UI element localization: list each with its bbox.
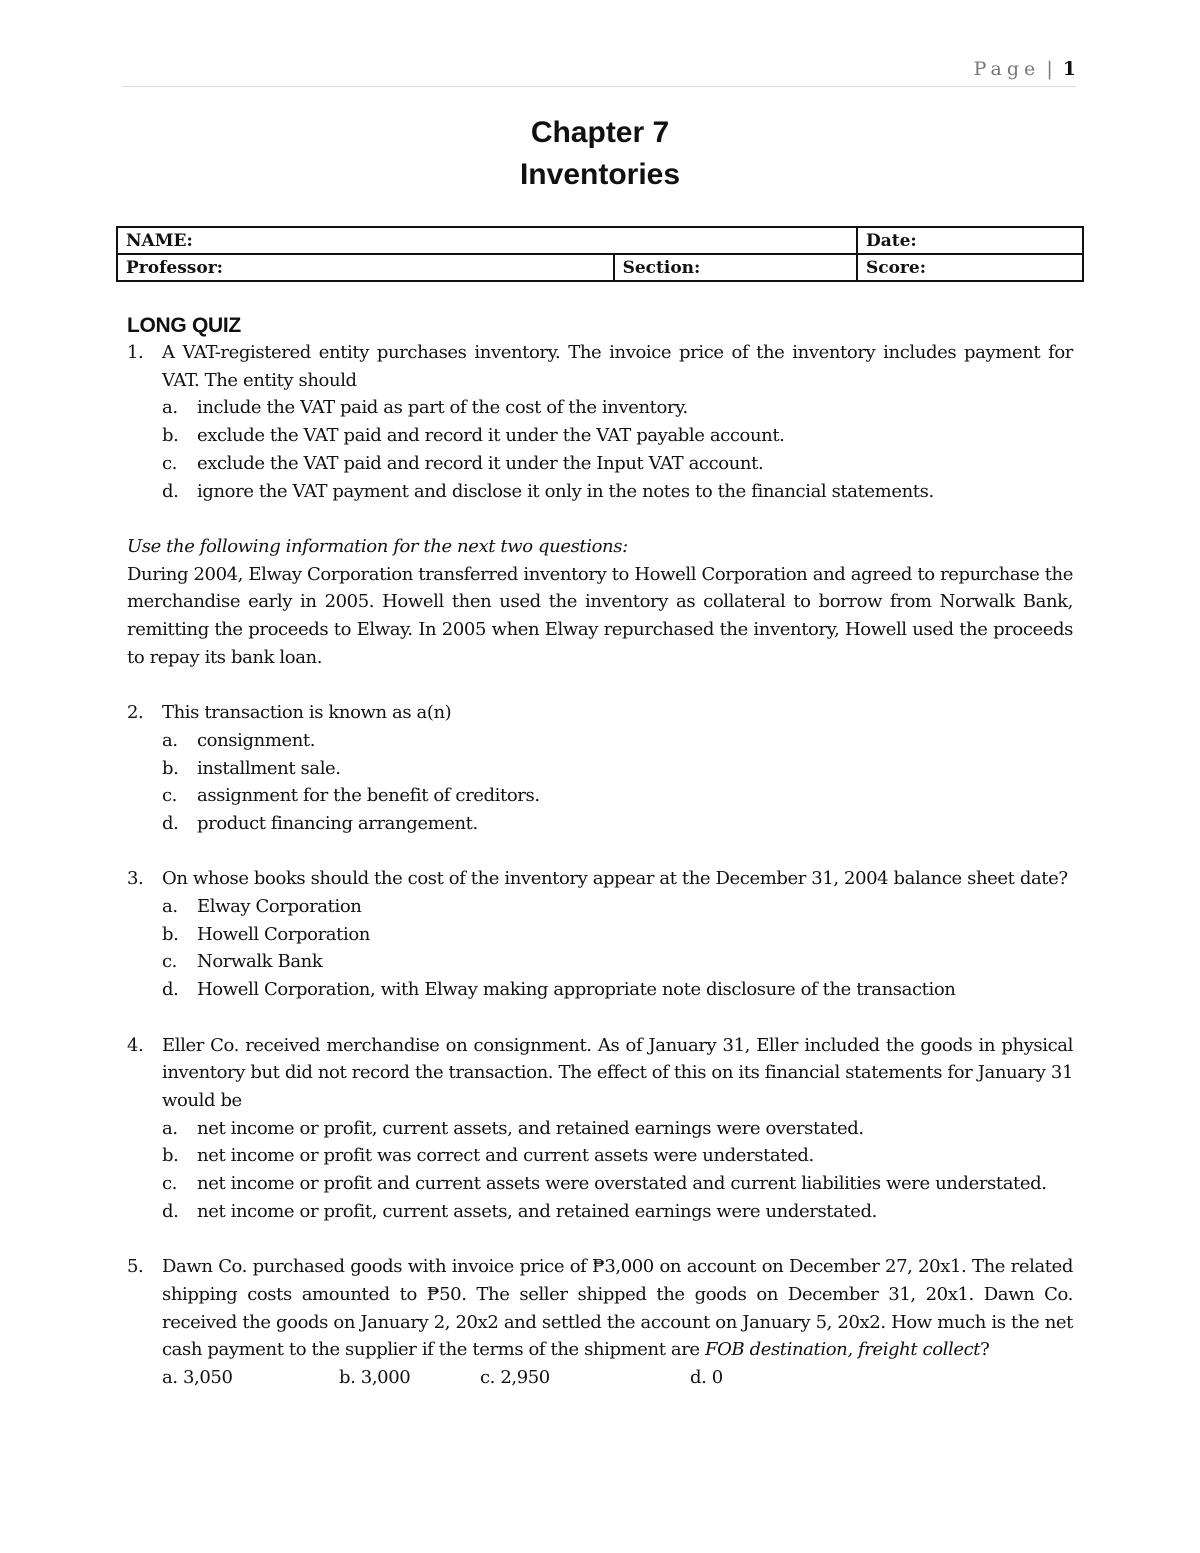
scenario-text: During 2004, Elway Corporation transferred inventory to Howell Corporation and agreed to repurchase the merchandise early in 2005. Howell then used the inventory as collateral to borrow from Norwalk Bank, remitting the proceeds to Elway. In 2005 when Elway repurchased the inventory, Howell used the proceeds to repay its bank loan. — [127, 563, 1073, 668]
option-b[interactable]: b. exclude the VAT paid and record it under the VAT payable account. — [162, 425, 785, 447]
document-title — [0, 112, 1200, 196]
question-text: Dawn Co. purchased goods with invoice price of ₱3,000 on account on December 27, 20x1. The related shipping costs amounted to ₱50. The seller shipped the goods on December 31, 20x1. Dawn Co. received the goods on January 2, 20x2 and settled the account on January 5, 20x2. How much is the net cash payment to the supplier if the terms of the shipment are FOB destination, freight collect? — [162, 1256, 1073, 1361]
option-d[interactable]: d. 0 — [690, 1366, 723, 1388]
option-a[interactable]: a. include the VAT paid as part of the cost of the inventory. — [162, 397, 688, 419]
student-info-table — [116, 226, 1084, 282]
option-b[interactable]: b. Howell Corporation — [162, 923, 370, 945]
option-c[interactable]: c. Norwalk Bank — [162, 951, 323, 973]
option-c[interactable]: c. assignment for the benefit of creditors. — [162, 785, 540, 807]
question-number: 2. — [127, 702, 144, 724]
question-text: This transaction is known as a(n) — [162, 702, 452, 724]
question-text: On whose books should the cost of the inventory appear at the December 31, 2004 balance sheet date? — [162, 868, 1068, 890]
subject-title: Inventories — [519, 158, 681, 191]
question-text: Eller Co. received merchandise on consignment. As of January 31, Eller included the goods in physical inventory but did not record the transaction. The effect of this on its financial statements for January 31 would be — [162, 1034, 1073, 1111]
page-number: 1 — [1062, 58, 1076, 80]
question-2 — [127, 699, 1073, 727]
question-number: 5. — [127, 1256, 144, 1278]
question-4 — [127, 1032, 1073, 1115]
option-b[interactable]: b. net income or profit was correct and current assets were understated. — [162, 1145, 814, 1167]
question-number: 3. — [127, 868, 144, 890]
question-number: 1. — [127, 342, 144, 363]
professor-field[interactable]: Professor: — [117, 254, 614, 281]
question-number: 4. — [127, 1034, 144, 1056]
scenario-label: Use the following information for the next two questions: — [127, 535, 628, 557]
quiz-content — [127, 312, 1073, 1392]
question-1-options — [162, 394, 1073, 505]
question-3 — [127, 865, 1073, 893]
option-a[interactable]: a. consignment. — [162, 729, 316, 751]
option-b[interactable]: b. 3,000 — [339, 1366, 411, 1388]
question-4-options — [162, 1115, 1073, 1226]
option-a[interactable]: a. Elway Corporation — [162, 896, 362, 918]
option-c[interactable]: c. 2,950 — [480, 1366, 550, 1388]
option-a[interactable]: a. 3,050 — [162, 1366, 233, 1388]
question-2-options — [162, 727, 1073, 838]
date-field[interactable]: Date: — [857, 227, 1083, 254]
option-b[interactable]: b. installment sale. — [162, 757, 341, 779]
option-a[interactable]: a. net income or profit, current assets, and retained earnings were overstated. — [162, 1117, 864, 1139]
page-label: Page — [973, 58, 1041, 80]
question-text: A VAT-registered entity purchases inventory. The invoice price of the inventory includes payment for VAT. The entity should — [162, 342, 1073, 391]
section-field[interactable]: Section: — [614, 254, 857, 281]
page-header — [122, 58, 1076, 87]
chapter-title: Chapter 7 — [530, 116, 670, 149]
question-1 — [127, 339, 1073, 394]
option-d[interactable]: d. ignore the VAT payment and disclose it only in the notes to the financial statements. — [162, 480, 934, 502]
option-d[interactable]: d. product financing arrangement. — [162, 812, 478, 834]
option-d[interactable]: d. Howell Corporation, with Elway making appropriate note disclosure of the transaction — [162, 979, 956, 1001]
option-c[interactable]: c. exclude the VAT paid and record it under the Input VAT account. — [162, 452, 764, 474]
question-5 — [127, 1253, 1073, 1364]
quiz-heading: LONG QUIZ — [127, 314, 241, 337]
option-c[interactable]: c. net income or profit and current assets were overstated and current liabilities were understated. — [162, 1173, 1047, 1195]
option-d[interactable]: d. net income or profit, current assets, and retained earnings were understated. — [162, 1200, 877, 1222]
page-separator: | — [1046, 58, 1053, 80]
score-field[interactable]: Score: — [857, 254, 1083, 281]
name-field[interactable]: NAME: — [117, 227, 857, 254]
question-3-options — [162, 893, 1073, 1004]
question-5-options — [162, 1364, 1073, 1392]
